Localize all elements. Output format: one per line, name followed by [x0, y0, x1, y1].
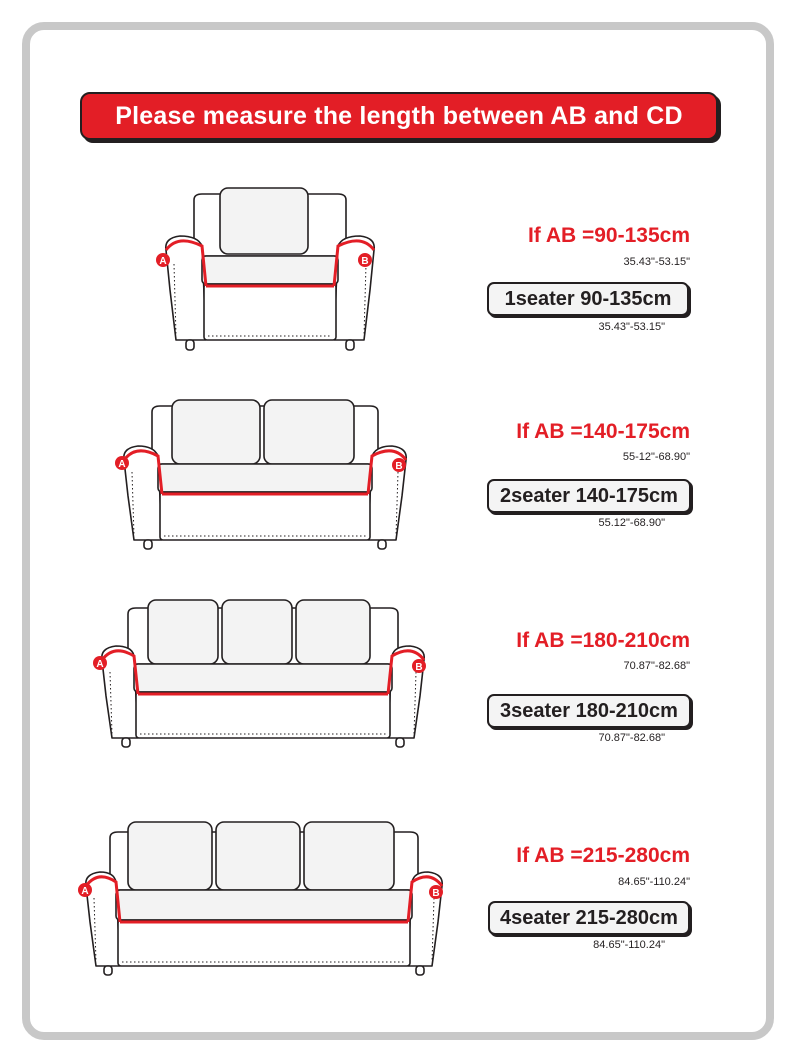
seater-box-1seater — [487, 282, 689, 316]
seater-label-1seater: 1seater 90-135cm — [504, 287, 672, 310]
sofa-3seater-illustration — [88, 592, 438, 752]
seater-box-4seater — [488, 901, 690, 935]
svg-text:B: B — [432, 888, 440, 899]
banner-title: Please measure the length between AB and CD — [115, 101, 683, 130]
marker-a-icon — [78, 883, 92, 897]
instruction-banner — [80, 92, 718, 140]
seater-box-3seater — [487, 694, 691, 728]
seater-inches-3seater: 70.87"-82.68" — [598, 732, 665, 744]
seater-inches-2seater: 55.12"-68.90" — [598, 517, 665, 529]
svg-text:B: B — [395, 461, 403, 472]
range-inches-4seater: 84.65"-110.24" — [618, 876, 690, 888]
svg-text:B: B — [361, 256, 369, 267]
marker-b-icon — [358, 253, 372, 267]
seater-box-2seater — [487, 479, 691, 513]
marker-b-icon — [392, 458, 406, 472]
sofa-4seater-illustration — [72, 814, 456, 980]
svg-text:A: A — [159, 256, 167, 267]
marker-a-icon — [93, 656, 107, 670]
range-inches-2seater: 55-12"-68.90" — [622, 451, 690, 463]
sofa-1seater-illustration — [150, 180, 390, 360]
marker-a-icon — [156, 253, 170, 267]
range-inches-3seater: 70.87"-82.68" — [623, 660, 690, 672]
svg-text:A: A — [118, 459, 126, 470]
svg-text:A: A — [96, 659, 104, 670]
range-label-4seater: If AB =215-280cm — [516, 844, 690, 867]
range-inches-1seater: 35.43"-53.15" — [623, 256, 690, 268]
range-label-2seater: If AB =140-175cm — [516, 420, 690, 443]
marker-b-icon — [429, 885, 443, 899]
marker-b-icon — [412, 659, 426, 673]
range-label-1seater: If AB =90-135cm — [527, 224, 690, 247]
sofa-2seater-illustration — [110, 392, 420, 552]
seater-label-2seater: 2seater 140-175cm — [500, 484, 678, 507]
svg-text:A: A — [81, 886, 89, 897]
seater-inches-1seater: 35.43"-53.15" — [598, 321, 665, 333]
seater-inches-4seater: 84.65"-110.24" — [593, 939, 665, 951]
range-label-3seater: If AB =180-210cm — [516, 629, 690, 652]
marker-a-icon — [115, 456, 129, 470]
svg-text:B: B — [415, 662, 423, 673]
seater-label-3seater: 3seater 180-210cm — [500, 699, 678, 722]
seater-label-4seater: 4seater 215-280cm — [500, 906, 678, 929]
